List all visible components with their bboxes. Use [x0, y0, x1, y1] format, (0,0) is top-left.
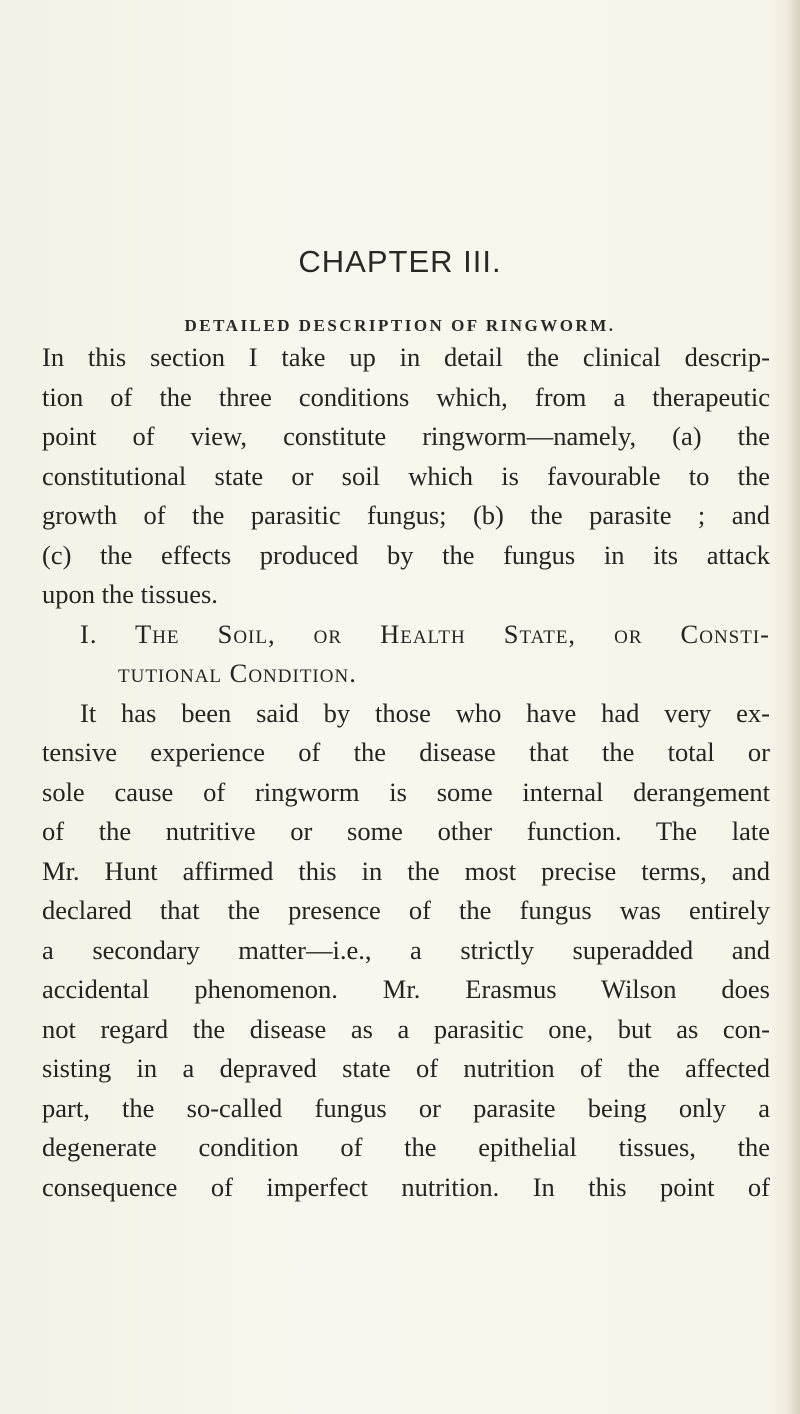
text-line: of the nutritive or some other function. The late	[42, 816, 770, 846]
text-line: not regard the disease as a parasitic one, but as con-	[42, 1013, 770, 1044]
text-line: tensive experience of the disease that the total or	[42, 737, 770, 767]
text-line: Mr. Hunt affirmed this in the most precise terms, and	[42, 855, 770, 886]
text-line: (c) the effects produced by the fungus in its attack	[42, 539, 770, 570]
text-line: consequence of imperfect nutrition. In this point of	[42, 1171, 770, 1202]
text-line: In this section I take up in detail the clinical descrip-	[42, 342, 770, 372]
chapter-title: CHAPTER III.	[298, 244, 502, 279]
section-heading: DETAILED DESCRIPTION OF RINGWORM.	[184, 316, 616, 335]
text-line: sisting in a depraved state of nutrition of the affected	[42, 1053, 770, 1083]
text-line: It has been said by those who have had very ex-	[80, 697, 770, 728]
text-line: constitutional state or soil which is favourable to the	[42, 460, 770, 491]
text-line: upon the tissues.	[42, 579, 218, 609]
text-line: accidental phenomenon. Mr. Erasmus Wilson does	[42, 974, 770, 1004]
subsection-heading-line: tutional Condition.	[118, 658, 357, 688]
text-line: declared that the presence of the fungus was entirely	[42, 895, 770, 925]
text-line: sole cause of ringworm is some internal derangement	[42, 776, 770, 807]
body-text	[42, 338, 770, 1207]
text-line: a secondary matter—i.e., a strictly superadded and	[42, 934, 770, 965]
text-line: growth of the parasitic fungus; (b) the parasite ; and	[42, 500, 770, 530]
text-line: tion of the three conditions which, from a therapeutic	[42, 381, 770, 412]
text-line: part, the so-called fungus or parasite being only a	[42, 1092, 770, 1123]
subsection-heading-line: I. The Soil, or Health State, or Consti-	[80, 618, 770, 649]
text-line: degenerate condition of the epithelial tissues, the	[42, 1132, 770, 1162]
page-edge-shadow	[786, 0, 800, 1414]
text-line: point of view, constitute ringworm—namely, (a) the	[42, 421, 770, 451]
